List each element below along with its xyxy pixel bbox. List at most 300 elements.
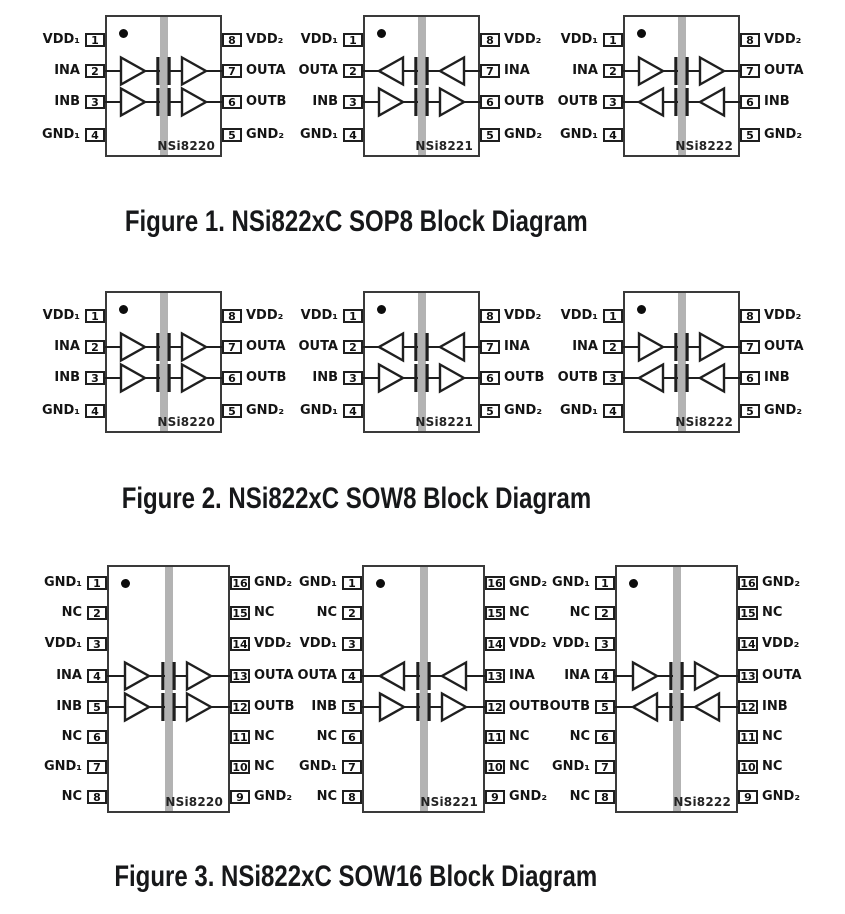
channel-buffers: [362, 690, 485, 724]
pin-box: 3: [603, 95, 623, 109]
buffer-triangle-icon: [121, 334, 145, 361]
pin-box: 14: [485, 637, 505, 651]
pin-label: OUTB: [246, 94, 287, 109]
pin-box: 6: [740, 95, 760, 109]
pin-label: INB: [764, 94, 790, 109]
pin-label: VDD₂: [762, 636, 800, 651]
pin-label: GND₁: [299, 403, 338, 418]
pin-box: 7: [222, 340, 242, 354]
capacitor-plate: [426, 333, 429, 361]
buffer-triangle-icon: [442, 694, 466, 721]
pin-label: OUTB: [509, 699, 550, 714]
pin-box: 4: [85, 404, 105, 418]
pin-box: 5: [222, 128, 242, 142]
capacitor-plate: [426, 57, 429, 85]
pin-box: 3: [342, 637, 362, 651]
pin-box: 14: [738, 637, 758, 651]
pin1-dot-icon: [119, 29, 128, 38]
pin-box: 10: [230, 760, 250, 774]
pin-label: NC: [569, 605, 590, 620]
capacitor-plate: [674, 364, 677, 392]
pin1-dot-icon: [119, 305, 128, 314]
pin-label: GND₂: [764, 403, 803, 418]
pin-label: VDD₁: [42, 308, 80, 323]
pin-label: NC: [762, 759, 783, 774]
capacitor-plate: [168, 88, 171, 116]
pin-box: 6: [595, 730, 615, 744]
pin-label: OUTA: [246, 339, 286, 354]
capacitor-plate: [428, 693, 431, 721]
channel-buffers: [362, 659, 485, 693]
pin-label: INB: [56, 699, 82, 714]
pin-box: 1: [603, 309, 623, 323]
pin-label: GND₁: [41, 127, 80, 142]
buffer-triangle-icon: [700, 365, 724, 392]
pin-box: 1: [603, 33, 623, 47]
pin-label: NC: [316, 729, 337, 744]
chip-name-label: NSi8222: [673, 795, 731, 809]
pin-box: 15: [738, 606, 758, 620]
buffer-triangle-icon: [633, 663, 657, 690]
chip-diagram-nsi8220: [30, 15, 307, 157]
pin-box: 1: [343, 33, 363, 47]
buffer-triangle-icon: [440, 334, 464, 361]
pin-box: 16: [485, 576, 505, 590]
pin-label: GND₁: [551, 759, 590, 774]
pin-box: 9: [485, 790, 505, 804]
pin-box: 7: [87, 760, 107, 774]
pin-box: 3: [595, 637, 615, 651]
pin-box: 15: [230, 606, 250, 620]
pin-label: NC: [61, 605, 82, 620]
capacitor-plate: [428, 662, 431, 690]
capacitor-plate: [414, 364, 417, 392]
pin-label: GND₂: [254, 575, 293, 590]
pin-box: 6: [87, 730, 107, 744]
figure-1-caption: [0, 205, 712, 239]
pin-label: VDD₂: [246, 308, 284, 323]
pin-box: 4: [87, 669, 107, 683]
chip-diagram-nsi8222: [548, 291, 825, 433]
channel-buffers: [363, 361, 480, 395]
channel-buffers: [105, 361, 222, 395]
chip-diagram-nsi8221: [288, 15, 565, 157]
pin-box: 7: [595, 760, 615, 774]
pin-box: 10: [738, 760, 758, 774]
pin-label: OUTA: [298, 63, 338, 78]
pin-label: NC: [762, 605, 783, 620]
pin-label: GND₂: [504, 403, 543, 418]
pin-label: INB: [311, 699, 337, 714]
capacitor-plate: [681, 693, 684, 721]
pin-box: 1: [87, 576, 107, 590]
buffer-triangle-icon: [187, 694, 211, 721]
capacitor-plate: [669, 662, 672, 690]
buffer-triangle-icon: [700, 58, 724, 85]
capacitor-plate: [173, 693, 176, 721]
pin-box: 3: [343, 95, 363, 109]
pin-box: 5: [480, 128, 500, 142]
buffer-triangle-icon: [182, 58, 206, 85]
pin-label: NC: [61, 729, 82, 744]
capacitor-plate: [686, 364, 689, 392]
pin-label: OUTB: [504, 94, 545, 109]
pin1-dot-icon: [629, 579, 638, 588]
figure-3-caption: [0, 860, 712, 894]
pin-label: VDD₁: [300, 308, 338, 323]
chip-name-label: NSi8220: [157, 139, 215, 153]
pin-box: 16: [230, 576, 250, 590]
channel-buffers: [363, 85, 480, 119]
figure-2-caption: [0, 482, 712, 516]
capacitor-plate: [426, 88, 429, 116]
buffer-triangle-icon: [379, 365, 403, 392]
capacitor-plate: [156, 333, 159, 361]
pin-box: 11: [485, 730, 505, 744]
pin-label: OUTB: [557, 370, 598, 385]
channel-buffers: [623, 54, 740, 88]
pin-box: 3: [85, 371, 105, 385]
pin-label: GND₁: [43, 575, 82, 590]
pin-label: INB: [762, 699, 788, 714]
figure-caption-text: Figure 2. NSi822xC SOW8 Block Diagram: [121, 482, 591, 515]
buffer-triangle-icon: [695, 663, 719, 690]
capacitor-plate: [669, 693, 672, 721]
pin-label: GND₂: [762, 789, 801, 804]
pin-label: GND₁: [551, 575, 590, 590]
pin-box: 6: [222, 371, 242, 385]
figure-caption-text: Figure 3. NSi822xC SOW16 Block Diagram: [114, 860, 598, 893]
buffer-triangle-icon: [380, 663, 404, 690]
buffer-triangle-icon: [121, 365, 145, 392]
pin-label: GND₂: [504, 127, 543, 142]
pin-label: VDD₂: [509, 636, 547, 651]
pin1-dot-icon: [637, 29, 646, 38]
pin-box: 2: [603, 64, 623, 78]
capacitor-plate: [161, 662, 164, 690]
pin-label: VDD₁: [300, 32, 338, 47]
pin-label: GND₂: [762, 575, 801, 590]
pin-box: 12: [485, 700, 505, 714]
pin-label: VDD₁: [299, 636, 337, 651]
chip-name-label: NSi8221: [415, 139, 473, 153]
pin-box: 2: [343, 340, 363, 354]
pin-box: 12: [738, 700, 758, 714]
pin-label: INA: [504, 63, 530, 78]
pin-label: NC: [254, 729, 275, 744]
pin1-dot-icon: [377, 29, 386, 38]
pin-label: OUTB: [254, 699, 295, 714]
pin-label: OUTB: [557, 94, 598, 109]
pin-label: INA: [564, 668, 590, 683]
pin-box: 14: [230, 637, 250, 651]
pin-label: VDD₂: [254, 636, 292, 651]
pin-label: NC: [509, 759, 530, 774]
pin-box: 1: [342, 576, 362, 590]
pin-label: INA: [572, 63, 598, 78]
pin-label: VDD₂: [504, 32, 542, 47]
pin-box: 3: [603, 371, 623, 385]
capacitor-plate: [156, 364, 159, 392]
capacitor-plate: [161, 693, 164, 721]
pin-label: GND₁: [559, 127, 598, 142]
pin-box: 5: [222, 404, 242, 418]
pin-label: INA: [56, 668, 82, 683]
pin-box: 5: [595, 700, 615, 714]
pin-box: 6: [480, 95, 500, 109]
pin-box: 10: [485, 760, 505, 774]
chip-name-label: NSi8220: [157, 415, 215, 429]
capacitor-plate: [686, 88, 689, 116]
pin-box: 6: [342, 730, 362, 744]
pin-label: INA: [504, 339, 530, 354]
pin-box: 7: [480, 340, 500, 354]
pin-label: NC: [569, 729, 590, 744]
pin-box: 6: [222, 95, 242, 109]
pin-box: 5: [740, 404, 760, 418]
chip-name-label: NSi8220: [165, 795, 223, 809]
pin-box: 2: [342, 606, 362, 620]
chip-name-label: NSi8221: [415, 415, 473, 429]
buffer-triangle-icon: [440, 365, 464, 392]
buffer-triangle-icon: [121, 89, 145, 116]
pin-label: GND₁: [299, 127, 338, 142]
pin1-dot-icon: [637, 305, 646, 314]
pin-label: INA: [54, 63, 80, 78]
chip-diagram-nsi8220: [32, 565, 315, 813]
pin-label: INB: [764, 370, 790, 385]
pin-label: NC: [509, 605, 530, 620]
buffer-triangle-icon: [379, 58, 403, 85]
capacitor-plate: [414, 57, 417, 85]
pin-box: 9: [230, 790, 250, 804]
capacitor-plate: [674, 333, 677, 361]
buffer-triangle-icon: [182, 89, 206, 116]
pin1-dot-icon: [377, 305, 386, 314]
pin-label: GND₂: [509, 575, 548, 590]
pin-box: 7: [222, 64, 242, 78]
pin-box: 8: [595, 790, 615, 804]
buffer-triangle-icon: [639, 89, 663, 116]
pin-label: INA: [509, 668, 535, 683]
pin-box: 5: [342, 700, 362, 714]
pin-label: VDD₁: [560, 32, 598, 47]
pin-box: 2: [87, 606, 107, 620]
pin-label: VDD₁: [560, 308, 598, 323]
pin-label: NC: [509, 729, 530, 744]
pin-box: 7: [480, 64, 500, 78]
pin-label: OUTA: [246, 63, 286, 78]
pin-label: GND₁: [298, 759, 337, 774]
channel-buffers: [615, 690, 738, 724]
pin-box: 13: [230, 669, 250, 683]
buffer-triangle-icon: [379, 89, 403, 116]
capacitor-plate: [168, 364, 171, 392]
pin1-dot-icon: [121, 579, 130, 588]
pin-label: OUTA: [298, 339, 338, 354]
pin-label: GND₁: [559, 403, 598, 418]
pin-label: OUTA: [762, 668, 802, 683]
channel-buffers: [623, 85, 740, 119]
buffer-triangle-icon: [633, 694, 657, 721]
pin-label: GND₁: [298, 575, 337, 590]
pin-box: 4: [343, 128, 363, 142]
pin1-dot-icon: [376, 579, 385, 588]
capacitor-plate: [416, 693, 419, 721]
pin-box: 7: [740, 340, 760, 354]
pin-box: 13: [738, 669, 758, 683]
capacitor-plate: [686, 57, 689, 85]
pin-label: GND₂: [509, 789, 548, 804]
pin-box: 4: [595, 669, 615, 683]
buffer-triangle-icon: [700, 334, 724, 361]
pin-box: 8: [342, 790, 362, 804]
capacitor-plate: [414, 88, 417, 116]
capacitor-plate: [686, 333, 689, 361]
pin-label: NC: [569, 789, 590, 804]
pin-box: 7: [740, 64, 760, 78]
pin-label: VDD₂: [764, 32, 802, 47]
pin-box: 8: [480, 309, 500, 323]
buffer-triangle-icon: [125, 663, 149, 690]
pin-box: 8: [222, 309, 242, 323]
pin-label: OUTA: [764, 339, 804, 354]
pin-label: VDD₁: [42, 32, 80, 47]
pin-label: NC: [254, 759, 275, 774]
pin-label: OUTA: [254, 668, 294, 683]
buffer-triangle-icon: [182, 334, 206, 361]
capacitor-plate: [156, 88, 159, 116]
chip-diagram-nsi8221: [288, 291, 565, 433]
pin-label: OUTB: [549, 699, 590, 714]
pin-box: 3: [87, 637, 107, 651]
pin-box: 8: [480, 33, 500, 47]
pin-label: VDD₂: [504, 308, 542, 323]
pin-box: 5: [480, 404, 500, 418]
capacitor-plate: [168, 57, 171, 85]
pin-box: 1: [85, 309, 105, 323]
pin-box: 8: [222, 33, 242, 47]
pin-box: 8: [740, 33, 760, 47]
buffer-triangle-icon: [182, 365, 206, 392]
pin-label: GND₂: [246, 127, 285, 142]
buffer-triangle-icon: [380, 694, 404, 721]
channel-buffers: [363, 54, 480, 88]
pin-box: 8: [740, 309, 760, 323]
pin-box: 12: [230, 700, 250, 714]
pin-label: GND₂: [764, 127, 803, 142]
pin-label: VDD₁: [44, 636, 82, 651]
pin-box: 15: [485, 606, 505, 620]
pin-box: 8: [87, 790, 107, 804]
capacitor-plate: [416, 662, 419, 690]
pin-label: INB: [54, 94, 80, 109]
pin-label: GND₁: [41, 403, 80, 418]
capacitor-plate: [426, 364, 429, 392]
pin-box: 3: [343, 371, 363, 385]
pin-box: 16: [738, 576, 758, 590]
chip-name-label: NSi8221: [420, 795, 478, 809]
pin-box: 4: [342, 669, 362, 683]
chip-diagram-nsi8221: [287, 565, 570, 813]
pin-label: INB: [312, 370, 338, 385]
channel-buffers: [107, 690, 230, 724]
pin-label: INA: [572, 339, 598, 354]
buffer-triangle-icon: [695, 694, 719, 721]
pin-label: GND₁: [43, 759, 82, 774]
chip-diagram-nsi8220: [30, 291, 307, 433]
capacitor-plate: [156, 57, 159, 85]
pin-box: 7: [342, 760, 362, 774]
pin-box: 11: [738, 730, 758, 744]
pin-label: INA: [54, 339, 80, 354]
buffer-triangle-icon: [440, 89, 464, 116]
capacitor-plate: [414, 333, 417, 361]
pin-label: INB: [54, 370, 80, 385]
pin-label: VDD₂: [764, 308, 802, 323]
pin-box: 1: [343, 309, 363, 323]
pin-box: 2: [603, 340, 623, 354]
pin-box: 2: [595, 606, 615, 620]
pin-box: 2: [343, 64, 363, 78]
channel-buffers: [105, 330, 222, 364]
pin-box: 1: [595, 576, 615, 590]
pin-box: 3: [85, 95, 105, 109]
buffer-triangle-icon: [125, 694, 149, 721]
pin-label: NC: [61, 789, 82, 804]
pin-label: OUTA: [764, 63, 804, 78]
pin-box: 9: [738, 790, 758, 804]
pin-box: 5: [740, 128, 760, 142]
chip-name-label: NSi8222: [675, 415, 733, 429]
channel-buffers: [363, 330, 480, 364]
pin-box: 2: [85, 340, 105, 354]
pin-box: 5: [87, 700, 107, 714]
pin-box: 1: [85, 33, 105, 47]
pin-label: VDD₂: [246, 32, 284, 47]
pin-label: NC: [316, 789, 337, 804]
pin-box: 6: [480, 371, 500, 385]
channel-buffers: [623, 330, 740, 364]
buffer-triangle-icon: [639, 58, 663, 85]
channel-buffers: [107, 659, 230, 693]
pin-label: OUTB: [504, 370, 545, 385]
figure-caption-text: Figure 1. NSi822xC SOP8 Block Diagram: [124, 205, 588, 238]
chip-diagram-nsi8222: [548, 15, 825, 157]
pin-box: 11: [230, 730, 250, 744]
pin-box: 4: [343, 404, 363, 418]
pin-label: GND₂: [246, 403, 285, 418]
pin-label: NC: [762, 729, 783, 744]
capacitor-plate: [674, 57, 677, 85]
pin-box: 4: [603, 128, 623, 142]
pin-box: 2: [85, 64, 105, 78]
buffer-triangle-icon: [700, 89, 724, 116]
pin-label: OUTA: [297, 668, 337, 683]
pin-box: 6: [740, 371, 760, 385]
pin-label: GND₂: [254, 789, 293, 804]
pin-label: VDD₁: [552, 636, 590, 651]
buffer-triangle-icon: [442, 663, 466, 690]
pin-label: OUTB: [246, 370, 287, 385]
chip-diagram-nsi8222: [540, 565, 823, 813]
pin-label: NC: [316, 605, 337, 620]
buffer-triangle-icon: [121, 58, 145, 85]
capacitor-plate: [681, 662, 684, 690]
pin-label: INB: [312, 94, 338, 109]
channel-buffers: [623, 361, 740, 395]
buffer-triangle-icon: [187, 663, 211, 690]
